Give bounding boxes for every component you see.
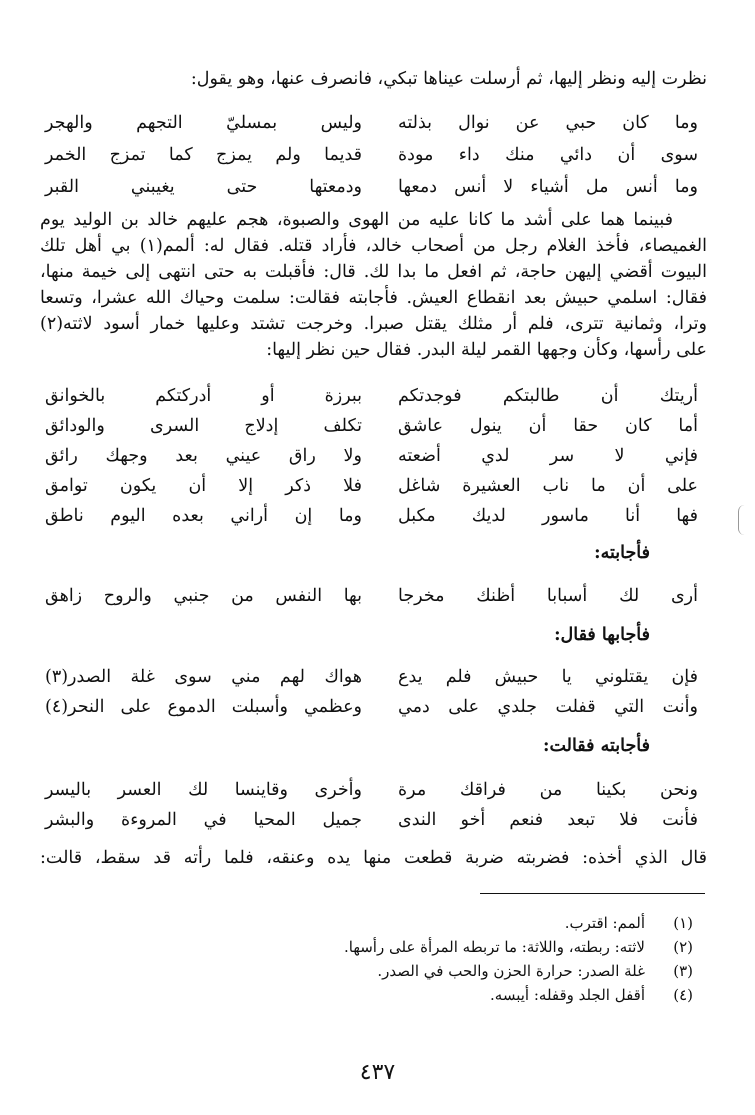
prose-line: نظرت إليه ونظر إليها، ثم أرسلت عيناها تبكي، فانصرف عنها، وهو يقول: bbox=[190, 69, 707, 89]
verse-second-hemistich: هواك لهم مني سوى غلة الصدر(٣) bbox=[45, 667, 362, 687]
section-heading: فأجابته فقالت: bbox=[543, 736, 650, 756]
footnote-number: (٢) bbox=[673, 938, 693, 956]
verse-second-hemistich: ببرزة أو أدركتكم بالخوانق bbox=[45, 386, 362, 406]
verse-first-hemistich: أرى لك أسبابا أظنك مخرجا bbox=[398, 586, 698, 606]
footnote-text: لاثته: ربطته، واللاثة: ما تربطه المرأة على رأسها. bbox=[343, 938, 645, 956]
footnote bbox=[565, 912, 693, 934]
footnote-number: (١) bbox=[673, 914, 693, 932]
verse-first-hemistich: وما كان حبي عن نوال بذلته bbox=[398, 113, 698, 133]
verse-second-hemistich: وليس بمسليّ التجهم والهجر bbox=[45, 113, 362, 133]
verse-first-hemistich: ونحن بكينا من فراقك مرة bbox=[398, 780, 698, 800]
page-number: ٤٣٧ bbox=[359, 1060, 396, 1085]
verse-second-hemistich: وعظمي وأسبلت الدموع على النحر(٤) bbox=[45, 697, 362, 717]
footnote-text: أقفل الجلد وقفله: أيبسه. bbox=[490, 986, 645, 1004]
verse-second-hemistich: فلا ذكر إلا أن يكون توامق bbox=[45, 476, 362, 496]
verse-first-hemistich: فإن يقتلوني يا حبيش فلم يدع bbox=[398, 667, 698, 687]
verse-second-hemistich: ولا راق عيني بعد وجهك رائق bbox=[45, 446, 362, 466]
verse-first-hemistich: وما أنس مل أشياء لا أنس دمعها bbox=[398, 177, 698, 197]
verse-second-hemistich: وما إن أراني بعده اليوم ناطق bbox=[45, 506, 362, 526]
footnote bbox=[344, 936, 693, 958]
verse-first-hemistich: على أن ما ناب العشيرة شاغل bbox=[398, 476, 698, 496]
prose-line: وترا، وثمانية تترى، فلم أر مثلك يقتل صبرا. وخرجت تشتد وعليها خمار أسود لاثته(٢) bbox=[40, 314, 707, 334]
footnote-text: غلة الصدر: حرارة الحزن والحب في الصدر. bbox=[377, 962, 645, 980]
prose-line: فبينما هما على أشد ما كانا عليه من الهوى والصبوة، هجم عليهم خالد بن الوليد يوم bbox=[40, 210, 673, 230]
verse-first-hemistich: أريتك أن طالبتكم فوجدتكم bbox=[398, 386, 698, 406]
verse-first-hemistich: أما كان حقا أن ينول عاشق bbox=[398, 416, 698, 436]
footnote bbox=[377, 960, 693, 982]
prose-line: على رأسها، وكأن وجهها القمر ليلة البدر. فقال حين نظر إليها: bbox=[266, 340, 707, 360]
section-heading: فأجابها فقال: bbox=[554, 625, 650, 645]
verse-first-hemistich: سوى أن دائي منك داء مودة bbox=[398, 145, 698, 165]
verse-second-hemistich: ودمعتها حتى يغيبني القبر bbox=[45, 177, 362, 197]
footnote-number: (٣) bbox=[673, 962, 693, 980]
verse-first-hemistich: فأنت فلا تبعد فنعم أخو الندى bbox=[398, 810, 698, 830]
footnote-divider bbox=[480, 893, 705, 894]
footnote-text: ألمم: اقترب. bbox=[564, 914, 645, 932]
margin-scribble bbox=[738, 505, 751, 535]
verse-first-hemistich: وأنت التي قفلت جلدي على دمي bbox=[398, 697, 698, 717]
verse-first-hemistich: فها أنا ماسور لديك مكبل bbox=[398, 506, 698, 526]
prose-line: فقال: اسلمي حبيش بعد انقطاع العيش. فأجابته فقالت: سلمت وحياك الله عشرا، وتسعا bbox=[40, 288, 707, 308]
footnote-number: (٤) bbox=[673, 986, 693, 1004]
prose-line: قال الذي أخذه: فضربته ضربة قطعت منها يده وعنقه، فلما رأته قد سقط، قالت: bbox=[40, 848, 707, 868]
footnote bbox=[490, 984, 693, 1006]
verse-second-hemistich: جميل المحيا في المروءة والبشر bbox=[45, 810, 362, 830]
verse-second-hemistich: بها النفس من جنبي والروح زاهق bbox=[45, 586, 362, 606]
verse-second-hemistich: قديما ولم يمزج كما تمزج الخمر bbox=[45, 145, 362, 165]
verse-second-hemistich: وأخرى وقاينسا لك العسر باليسر bbox=[45, 780, 362, 800]
section-heading: فأجابته: bbox=[594, 543, 650, 563]
verse-second-hemistich: تكلف إدلاج السرى والودائق bbox=[45, 416, 362, 436]
prose-line: الغميصاء، فأخذ الغلام رجل من أصحاب خالد، فأراد قتله. فقال له: ألمم(١) بي أهل تلك bbox=[40, 236, 708, 256]
verse-first-hemistich: فإني لا سر لدي أضعته bbox=[398, 446, 698, 466]
prose-line: البيوت أقضي إليهن حاجة، ثم افعل ما بدا لك. قال: فأقبلت به حتى انتهى إلى خيمة منها، bbox=[40, 262, 707, 282]
